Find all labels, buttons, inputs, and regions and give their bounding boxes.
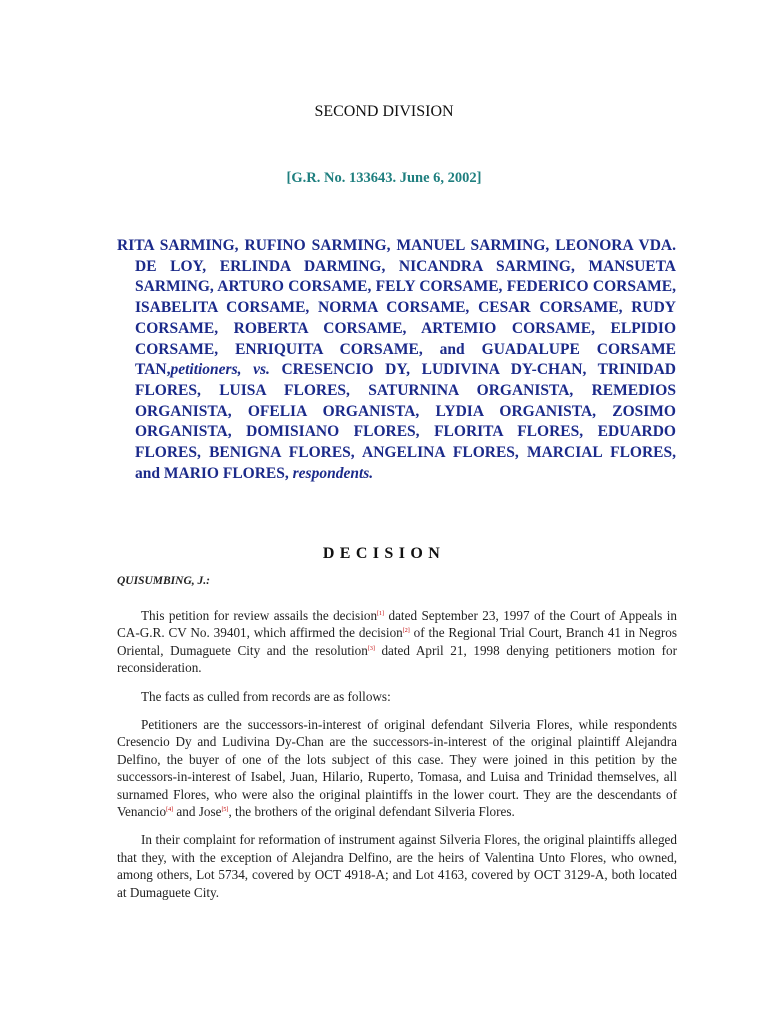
paragraph-text: of the Regional Trial Court, Branch 41 in Negros Oriental, Dumaguete City and the resolution [117, 625, 677, 658]
paragraph-1 [117, 607, 677, 677]
footnote-link-1[interactable]: [1] [377, 611, 385, 617]
paragraph-text: dated September 23, 1997 of the Court of Appeals in CA-G.R. CV No. 39401, which affirmed the decision [117, 608, 677, 641]
paragraph-text: and Jose [173, 804, 222, 820]
petitioners-label: petitioners, vs. [170, 361, 270, 379]
paragraph-3 [117, 716, 677, 820]
paragraph-text: dated April 21, 1998 denying petitioners motion for reconsideration. [117, 642, 677, 676]
footnote-link-2[interactable]: [2] [402, 628, 410, 635]
case-number: [G.R. No. 133643. June 6, 2002] [286, 170, 482, 186]
decision-body [117, 607, 677, 912]
case-parties [117, 236, 676, 484]
paragraph-text: This petition for review assails the decision [141, 608, 378, 623]
respondents-names: CRESENCIO DY, LUDIVINA DY-CHAN, TRINIDAD FLORES, LUISA FLORES, SATURNINA ORGANISTA, REMEDIOS ORGANISTA, OFELIA ORGANISTA, LYDIA ORGANISTA, ZOSIMO ORGANISTA, DOMISIANO FLORES, FLORITA FLORES, EDUARDO FLORES, BENIGNA FLORES, ANGELINA FLORES, MARCIAL FLORES, and MARIO FLORES, [135, 361, 676, 482]
paragraph-text: , the brothers of the original defendant Silveria Flores. [228, 804, 515, 820]
decision-heading: DECISION [322, 545, 446, 562]
petitioners-names: RITA SARMING, RUFINO SARMING, MANUEL SARMING, LEONORA VDA. DE LOY, ERLINDA DARMING, NICANDRA SARMING, MANSUETA SARMING, ARTURO CORSAME, FELY CORSAME, FEDERICO CORSAME, ISABELITA CORSAME, NORMA CORSAME, CESAR CORSAME, RUDY CORSAME, ROBERTA CORSAME, ARTEMIO CORSAME, ELPIDIO CORSAME, ENRIQUITA CORSAME, and GUADALUPE CORSAME TAN, [117, 237, 676, 379]
ponente: QUISUMBING, J.: [117, 575, 210, 587]
division-heading: SECOND DIVISION [314, 103, 454, 120]
paragraph-text: Petitioners are the successors-in-interest of original defendant Silveria Flores, while respondents Cresencio Dy and Ludivina Dy-Chan are the successors-in-interest of the original plaintiff Alejandra Delfino, the buyer of one of the lots subject of this case. They were joined in this petition by the successors-in-interest of Isabel, Juan, Hilario, Ruperto, Tomasa, and Luisa and Trinidad themselves, all surnamed Flores, who were also the original plaintiffs in the lower court. They are the descendants of Venancio [117, 717, 677, 820]
respondents-label: respondents. [292, 464, 374, 482]
footnote-link-3[interactable]: [3] [367, 645, 375, 652]
paragraph-2: The facts as culled from records are as follows: [141, 688, 391, 704]
paragraph-4: In their complaint for reformation of instrument against Silveria Flores, the original plaintiffs alleged that they, with the exception of Alejandra Delfino, are the heirs of Valentina Unto Flores, who owned, among others, Lot 5734, covered by OCT 4918-A; and Lot 4163, covered by OCT 3129-A, both located at Dumaguete City. [117, 832, 677, 900]
footnote-link-5[interactable]: [5] [221, 807, 229, 814]
footnote-link-4[interactable]: [4] [166, 807, 174, 814]
